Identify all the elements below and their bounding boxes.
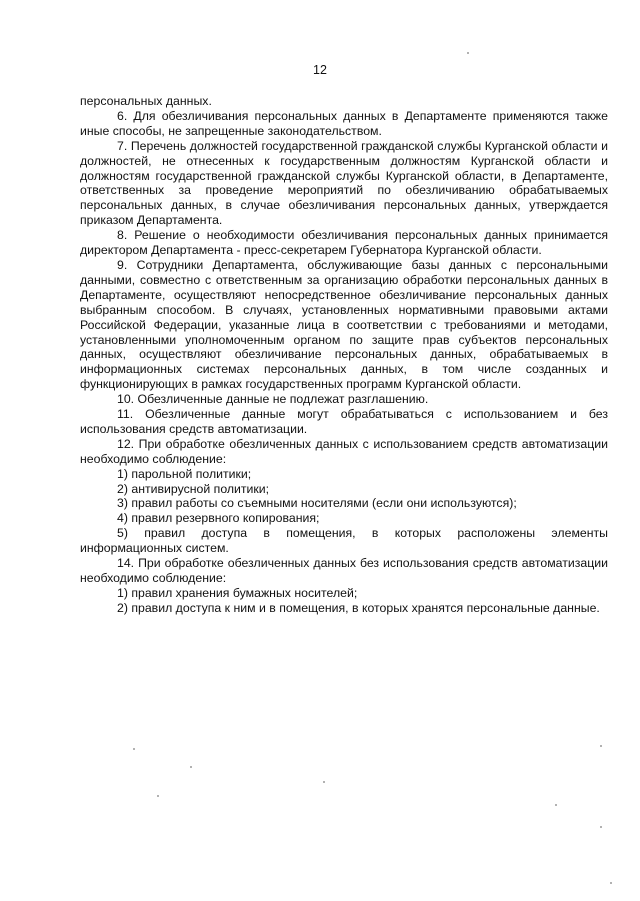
paragraph-12: 12. При обработке обезличенных данных с использованием средств автоматизации необходимо соблюдение: bbox=[80, 436, 608, 466]
scan-speck bbox=[555, 804, 557, 806]
list-item-12-1: 1) парольной политики; bbox=[117, 466, 252, 481]
list-item-14-2: 2) правил доступа к ним и в помещения, в которых хранятся персональные данные. bbox=[117, 600, 600, 615]
scan-speck bbox=[600, 826, 602, 828]
scan-speck bbox=[157, 795, 159, 797]
scan-speck bbox=[190, 766, 192, 768]
paragraph-7: 7. Перечень должностей государственной гражданской службы Курганской области и должностей, не отнесенных к государственным должностям Курганской области и должностям государственной гражданской службы Курганской области, в Департаменте, ответственных за проведение мероприятий по обезличиванию обрабатываемых персональных данных, в случае обезличивания персональных данных, утверждается приказом Департамента. bbox=[80, 138, 608, 228]
paragraph-14: 14. При обработке обезличенных данных без использования средств автоматизации необходимо соблюдение: bbox=[80, 556, 608, 585]
list-item-12-5: 5) правил доступа в помещения, в которых расположены элементы информационных систем. bbox=[80, 526, 608, 556]
list-item-12-3: 3) правил работы со съемными носителями (если они используются); bbox=[117, 496, 517, 511]
paragraph-continuation: персональных данных. bbox=[80, 94, 212, 108]
scan-speck bbox=[133, 748, 135, 750]
scan-speck bbox=[600, 745, 602, 747]
document-body bbox=[80, 94, 608, 616]
paragraph-6: 6. Для обезличивания персональных данных в Департаменте применяются также иные способы, не запрещенные законодательством. bbox=[80, 108, 608, 138]
scan-speck bbox=[467, 52, 469, 54]
paragraph-11: 11. Обезличенные данные могут обрабатываться с использованием и без использования средств автоматизации. bbox=[80, 407, 608, 436]
paragraph-10: 10. Обезличенные данные не подлежат разглашению. bbox=[117, 392, 429, 407]
list-item-12-2: 2) антивирусной политики; bbox=[117, 481, 270, 496]
list-item-12-4: 4) правил резервного копирования; bbox=[117, 511, 320, 526]
paragraph-9: 9. Сотрудники Департамента, обслуживающие базы данных с персональными данными, совместно с ответственным за организацию обработки персональных данных в Департаменте, осуществляют непосредственное обезличивание персональных данных выбранным способом. В случаях, установленных нормативными правовыми актами Российской Федерации, указанные лица в соответствии с требованиями и методами, установленными уполномоченным органом по защите прав субъектов персональных данных, осуществляют обезличивание персональных данных, обрабатываемых в информационных системах персональных данных, в том числе созданных и функционирующих в рамках государственных программ Курганской области. bbox=[80, 257, 608, 392]
scan-speck bbox=[323, 781, 325, 783]
paragraph-8: 8. Решение о необходимости обезличивания персональных данных принимается директором Департамента - пресс-секретарем Губернатора Курганской области. bbox=[80, 228, 608, 258]
scan-speck bbox=[610, 882, 612, 884]
page-number: 12 bbox=[313, 63, 327, 77]
list-item-14-1: 1) правил хранения бумажных носителей; bbox=[117, 585, 358, 600]
